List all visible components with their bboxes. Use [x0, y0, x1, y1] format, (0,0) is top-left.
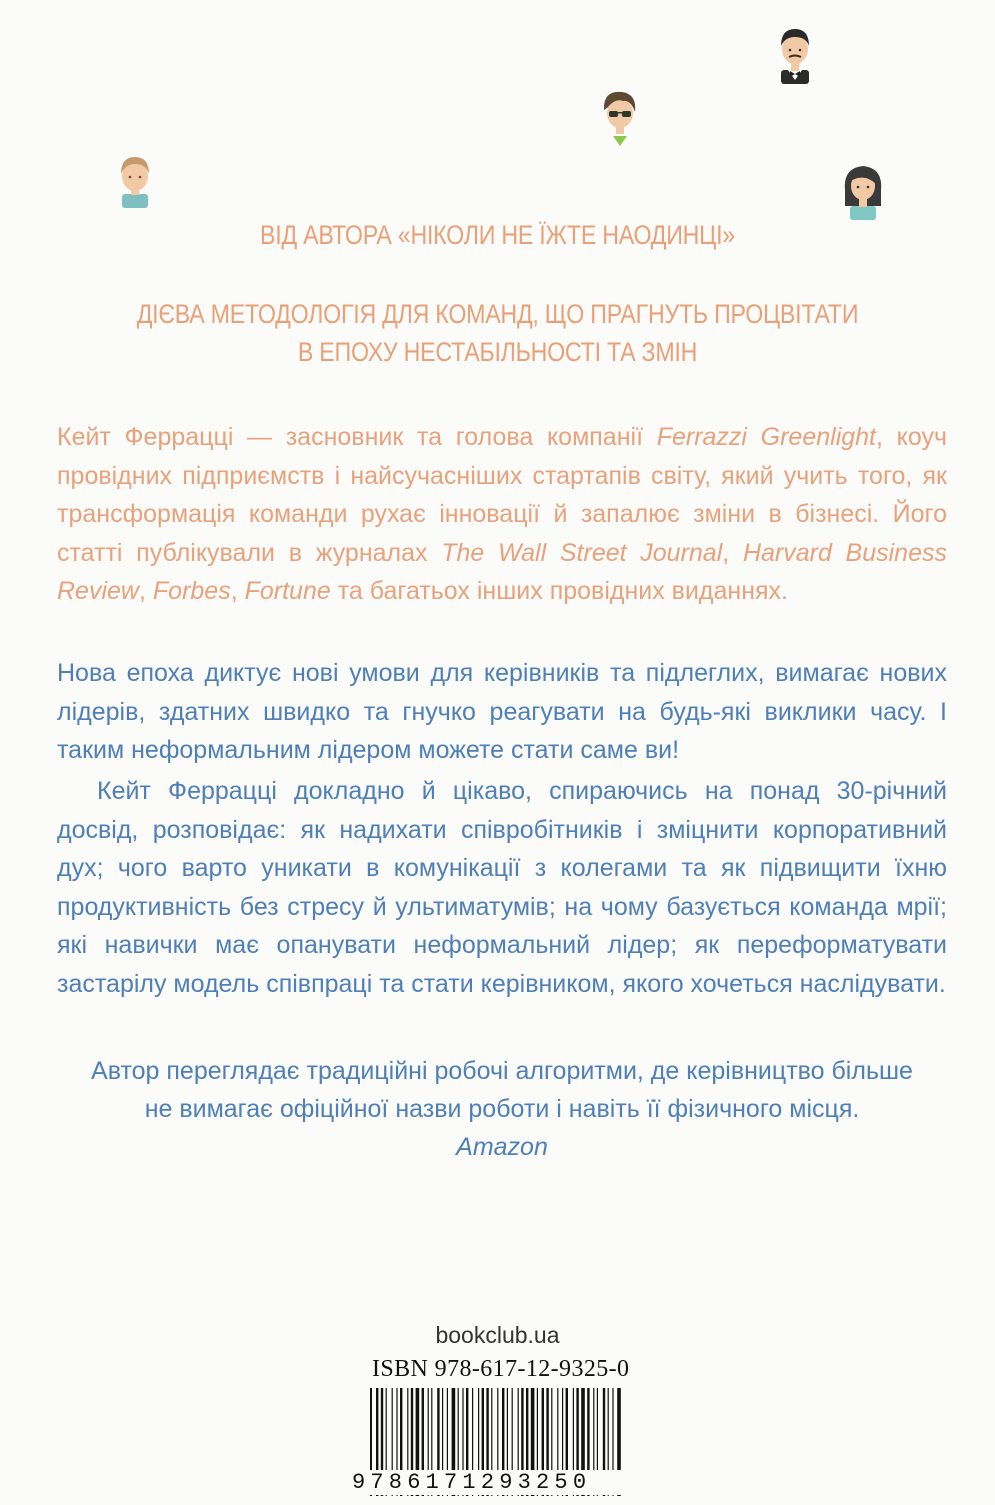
isbn-number: ISBN 978-617-12-9325-0 [372, 1356, 630, 1382]
publisher-website: bookclub.ua [435, 1322, 560, 1348]
subtitle-from-author: ВІД АВТОРА «НІКОЛИ НЕ ЇЖТЕ НАОДИНЦІ» [260, 220, 735, 250]
bowtie-man-avatar-icon [770, 24, 820, 84]
quote-source: Amazon [456, 1133, 548, 1161]
bio-text: , [138, 577, 153, 605]
quote-line-2: не вимагає офіційної назви роботи і навіть її фізичного місця. [144, 1095, 860, 1123]
bio-journal: Fortune [244, 577, 331, 605]
tagline-line-2: В ЕПОХУ НЕСТАБІЛЬНОСТІ ТА ЗМІН [297, 337, 698, 367]
bio-company: Ferrazzi Greenlight [656, 423, 877, 451]
bio-text: , коуч провідних підприємств і найсучасніших стартапів світу, який учить того, як трансформація команди рухає інновації й запалює зміни в бізнесі. Його статті публікували в журналах [57, 423, 947, 567]
barcode-digits: 9786171293250 [352, 1470, 628, 1495]
bio-text: та багатьох інших провідних виданнях. [330, 577, 789, 605]
bio-text: , [722, 538, 743, 567]
bio-journal: Harvard Business Review [57, 538, 947, 605]
description-paragraph-1: Нова епоха диктує нові умови для керівників та підлеглих, вимагає нових лідерів, здатних швидко та гнучко реагувати на будь-які виклики часу. І таким неформальним лідером можете стати саме ви! [57, 659, 947, 764]
bio-text: , [230, 577, 245, 605]
tagline-line-1: ДІЄВА МЕТОДОЛОГІЯ ДЛЯ КОМАНД, ЩО ПРАГНУТЬ ПРОЦВІТАТИ [136, 299, 859, 329]
author-bio [57, 418, 947, 611]
man-avatar-icon [110, 150, 160, 210]
description-paragraph-2: Кейт Феррацці докладно й цікаво, спираючись на понад 30-річний досвід, розповідає: як надихати співробітників і зміцнити корпоративний дух; чого варто уникати в комунікації з колегами та як підвищити їхню продуктивність без стресу й ультиматумів; на чому базується команда мрії; які навички має опанувати неформальний лідер; як переформатувати застарілу модель співпраці та стати керівником, якого хочеться наслідувати. [57, 777, 947, 998]
bio-journal: The Wall Street Journal [441, 538, 723, 567]
woman-avatar-icon [838, 160, 888, 220]
review-quote [57, 1052, 947, 1166]
bio-text: Кейт Феррацці — засновник та голова компанії [57, 423, 657, 451]
bio-journal: Forbes [152, 577, 231, 605]
quote-line-1: Автор переглядає традиційні робочі алгоритми, де керівництво більше [91, 1057, 913, 1085]
sunglasses-avatar-icon [595, 86, 645, 146]
